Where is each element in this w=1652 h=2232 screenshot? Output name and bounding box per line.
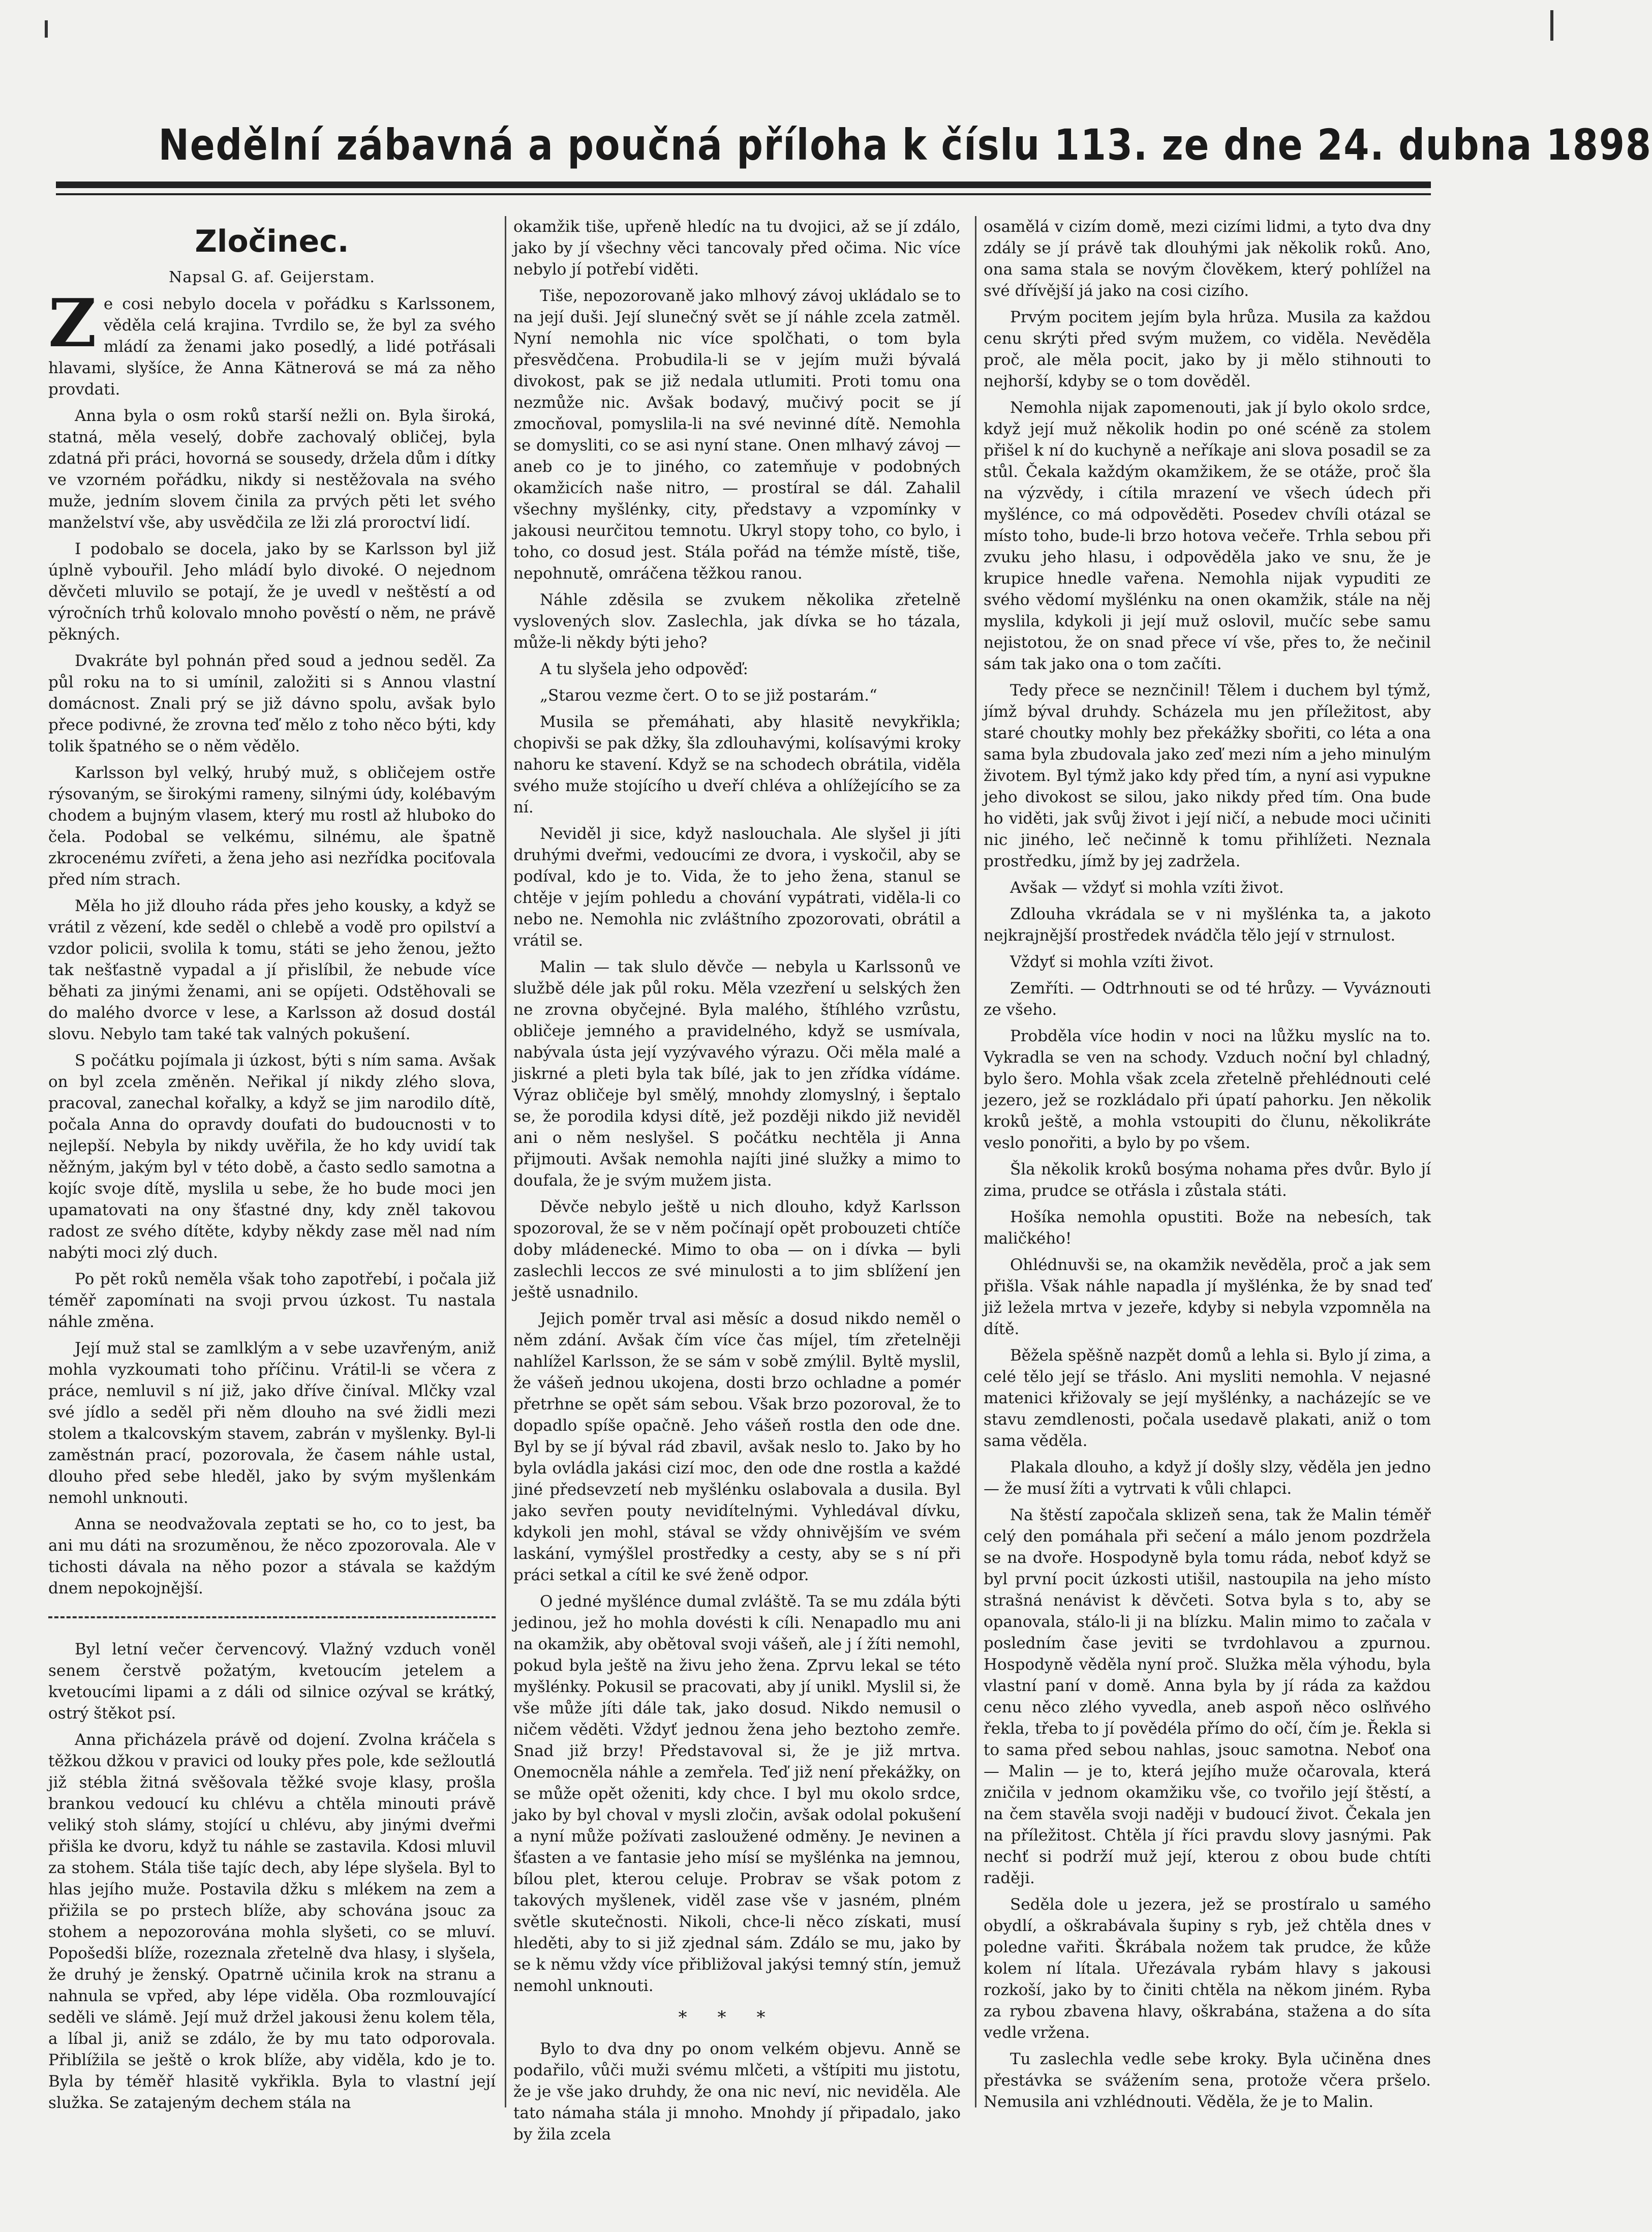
masthead-rule bbox=[56, 182, 1431, 188]
masthead bbox=[56, 114, 1652, 191]
scan-edge-mark bbox=[45, 20, 48, 38]
paragraph: Dvakráte byl pohnán před soud a jednou seděl. Za půl roku na to si umínil, založiti si s Annou vlastní domácnost. Znali prý se již dávno spolu, avšak bylo přece podivné, že zrovna teď mělo z toho něco býti, kdy tolik špatného se o něm vědělo. bbox=[48, 652, 496, 756]
masthead-rule-thin bbox=[56, 193, 1431, 195]
paragraph: Ohlédnuvši se, na okamžik nevěděla, proč a jak sem přišla. Však náhle napadla jí myšlénka, že by snad teď již ležela mrtva v jezeře, kdyby si nebyla vzpomněla na dítě. bbox=[984, 1256, 1431, 1338]
paragraph: Běžela spěšně nazpět domů a lehla si. Bylo jí zima, a celé tělo její se třáslo. Ani mysliti nemohla. V nejasné matenici křižovaly se její myšlénky, a nacházejíc se ve stavu zemdlenosti, počala usedavě plakati, aniž o tom sama věděla. bbox=[984, 1346, 1431, 1450]
paragraph: Anna se neodvažovala zeptati se ho, co to jest, ba ani mu dáti na srozuměnou, že něco zpozorovala. Ale v tichosti dávala na něho pozor a stávala se každým dnem nepokojnější. bbox=[48, 1515, 496, 1597]
paragraph: Tiše, nepozorovaně jako mlhový závoj ukládalo se to na její duši. Její slunečný svět se jí náhle zcela zatměl. Nyní nemohla nic více spolčhati, o tom byla přesvědčena. Probudila-li se v jejím muži bývalá divokost, pak se již nedala utlumiti. Proti tomu ona nezmůže nic. Avšak bodavý, mučivý pocit se jí zmocňoval, pomyslila-li na své nevinné dítě. Nemohla se domysliti, co se asi nyní stane. Onen mlhavý závoj — aneb co je to jiného, co zatemňuje v podobných okamžicích naše nitro, — prostíral se dál. Zahalil všechny myšlénky, city, představy a vzpomínky v jakousi neurčitou temnotu. Ukryl stopy toho, co bylo, i toho, co dosud jest. Stála pořád na témže místě, tiše, nepohnutě, omráčena těžkou ranou. bbox=[513, 287, 961, 583]
story-byline: Napsal G. af. Geijerstam. bbox=[169, 268, 375, 286]
paragraph: Byl letní večer červencový. Vlažný vzduch voněl senem čerstvě požatým, kvetoucím jetelem a kvetoucími lipami a z dáli od silnice ozýval se krátký, ostrý štěkot psí. bbox=[48, 1640, 496, 1723]
story-title: Zločinec. bbox=[195, 224, 349, 259]
paragraph: Seděla dole u jezera, jež se prostíralo u samého obydlí, a oškrabávala šupiny s ryb, jež chtěla dnes v poledne vařiti. Škrábala nožem tak prudce, že kůže kolem ní lítala. Uřezávala rybám hlavy s jakousi rozkoší, jako by to činiti chtěla na někom jiném. Ryba za rybou zbavena hlavy, oškrabána, stažena a do síta vedle vržena. bbox=[984, 1895, 1431, 2042]
paragraph: Karlsson byl velký, hrubý muž, s obličejem ostře rýsovaným, se širokými rameny, silnými údy, kolébavým chodem a bujným vlasem, který mu rostl až hluboko do čela. Podobal se velkému, silnému, ale špatně zkrocenému zvířeti, a žena jeho asi nezřídka pociťovala před ním strach. bbox=[48, 764, 496, 889]
paragraph: Hošíka nemohla opustiti. Bože na nebesích, tak maličkého! bbox=[984, 1208, 1431, 1248]
paragraph: Zemříti. — Odtrhnouti se od té hrůzy. — Vyváznouti ze všeho. bbox=[984, 979, 1431, 1019]
text-column-1 bbox=[48, 216, 496, 2128]
section-break-stars: *** bbox=[678, 2007, 796, 2028]
paragraph: Neviděl ji sice, když naslouchala. Ale slyšel ji jíti druhými dveřmi, vedoucími ze dvora, i vyskočil, aby se podíval, kdo je to. Vida, že to jeho žena, stanul se chtěje v jejím pohledu a chování vypátrati, viděla-li co nebo ne. Nemohla nic zvláštního zpozorovati, obrátil a vrátil se. bbox=[513, 825, 961, 950]
paragraph: Nemohla nijak zapomenouti, jak jí bylo okolo srdce, když její muž několik hodin po oné scéně za stolem přišel k ní do kuchyně a neříkaje ani slova posadil se za stůl. Čekala každým okamžikem, že se otáže, proč šla na výzvědy, i cítila mrazení ve všech údech při myšlénce, co má odpověděti. Posedev chvíli otázal se místo toho, bude-li brzo hotova večeře. Trhla sebou při zvuku jeho hlasu, i odpověděla jako ve snu, že je krupice hnedle vařena. Nemohla nijak vypuditi ze svého vědomí myšlénku na onen okamžik, stále na něj myslila, kdykoli ji její muž oslovil, mučíc sebe samu nejistotou, že on snad přece ví vše, přes to, že nečinil sám tak jako ona o tom začíti. bbox=[984, 399, 1431, 673]
paragraph: Plakala dlouho, a když jí došly slzy, věděla jen jedno — že musí žíti a vytrvati k vůli chlapci. bbox=[984, 1458, 1431, 1498]
paragraph: Bylo to dva dny po onom velkém objevu. Anně se podařilo, vůči muži svému mlčeti, a vštípiti mu jistotu, že je vše jako druhdy, že ona nic neví, nic neviděla. Ale tato námaha stála ji mnoho. Mnohdy jí připadalo, jako by žila zcela bbox=[513, 2040, 961, 2144]
scan-edge-mark bbox=[1550, 10, 1553, 41]
paragraph: Musila se přemáhati, aby hlasitě nevykřikla; chopivši se pak džky, šla zdlouhavými, kolísavými kroky nahoru ke stavení. Když se na schodech obrátila, viděla svého muže stojícího u dveří chléva a ohlížejícího se za ní. bbox=[513, 713, 961, 817]
paragraph: Děvče nebylo ještě u nich dlouho, když Karlsson spozoroval, že se v něm počínají opět probouzeti chtíče doby mládenecké. Mimo to oba — on i dívka — byli zaslechli leccos ze své minulosti a to jim sblížení jen ještě usnadnilo. bbox=[513, 1198, 961, 1302]
column-divider bbox=[975, 216, 976, 2107]
paragraph: e cosi nebylo docela v pořádku s Karlssonem, věděla celá krajina. Tvrdilo se, že byl za svého mládí za ženami jako posedlý, a lidé potřásali hlavami, slyšíce, že Anna Kätnerová se má za něho provdati. bbox=[48, 295, 496, 399]
text-column-2 bbox=[513, 216, 961, 2144]
paragraph: „Starou vezme čert. O to se již postarám.“ bbox=[540, 686, 877, 705]
paragraph: A tu slyšela jeho odpověď: bbox=[540, 660, 748, 678]
paragraph: Po pět roků neměla však toho zapotřebí, i počala již téměř zapomínati na svoji prvou úzkost. Tu nastala náhle změna. bbox=[48, 1270, 496, 1331]
paragraph: Jejich poměr trval asi měsíc a dosud nikdo neměl o něm zdání. Avšak čím více čas míjel, tím zřetelněji nahlížel Karlsson, že se sám v sobě zmýlil. Byltě myslil, že vášeň jednou ukojena, dosti brzo ochladne a pomér přetrhne se opět sám sebou. Však brzo pozoroval, že to dopadlo spíše opačně. Jeho vášeň rostla den ode dne. Byl by se jí býval rád zbavil, avšak neslo to. Jako by ho byla ovládla jakási cizí moc, den ode dne rostla a každé jiné předsevzetí neb myšlénku oslabovala a dusila. Byl jako sevřen pouty nevidítelnými. Vyhledával dívku, kdykoli jen mohl, stával se vždy ohnivějším ve svém laskání, vymýšlel prostředky a cesty, aby se s ní při práci setkal a cítil ke své ženě odpor. bbox=[513, 1310, 961, 1584]
section-divider bbox=[48, 1616, 496, 1618]
paragraph: Tedy přece se neznčinil! Tělem i duchem byl týmž, jímž býval druhdy. Scházela mu jen příležitost, aby staré choutky mohly bez překážky sbořiti, co léta a ona sama byla zbudovala jako zeď mezi ním a jeho minulým životem. Byl týmž jako kdy před tím, a nyní asi vypukne jeho divokost se silou, jako nikdy před tím. Ona bude ho viděti, jak svůj život i její ničí, a nebude moci učiniti nic jiného, leč nečinně k tomu přihlížeti. Neznala prostředku, jímž by jej zadržela. bbox=[984, 681, 1431, 870]
paragraph: Šla několik kroků bosýma nohama přes dvůr. Bylo jí zima, prudce se otřásla i zůstala státi. bbox=[984, 1160, 1431, 1200]
paragraph: Měla ho již dlouho ráda přes jeho kousky, a když se vrátil z vězení, kde seděl o chlebě a vodě pro opilství a vzdor policii, svolila k tomu, státi se jeho ženou, ježto tak nešťastně vypadal a jí přislíbil, že nebude více běhati za jinými ženami, ani se opíjeti. Odstěhovali se do malého dvorce v lese, a Karlsson až dosud dostál slovu. Nebylo tam také tak valných pokušení. bbox=[48, 897, 496, 1043]
paragraph: S počátku pojímala ji úzkost, býti s ním sama. Avšak on byl zcela změněn. Neřikal jí nikdy zlého slova, pracoval, zanechal kořalky, a když se jim narodilo dítě, počala Anna do opravdy doufati do budoucnosti v to nejlepší. Nebyla by nikdy uvěřila, že ho kdy uvidí tak něžným, jakým byl v této době, a často sedlo samotna a kojíc svoje dítě, myslila u sebe, že ho bude moci jen upamatovati na ony šťastné dny, kdy zněl takovou radost ze svého dítěte, kdyby někdy zase měl nad ním nabýti moci zlý duch. bbox=[48, 1051, 496, 1262]
paragraph: okamžik tiše, upřeně hledíc na tu dvojici, až se jí zdálo, jako by jí všechny věci tancovaly před očima. Nic více nebylo jí potřebí viděti. bbox=[513, 218, 961, 279]
paragraph: Náhle zděsila se zvukem několika zřetelně vyslovených slov. Zaslechla, jak dívka se ho tázala, může-li někdy býti jeho? bbox=[513, 591, 961, 652]
paragraph: Prvým pocitem jejím byla hrůza. Musila za každou cenu skrýti před svým mužem, co viděla. Nevěděla proč, ale měla pocit, jako by ji mělo stihnouti to nejhorší, kdyby se o tom dověděl. bbox=[984, 308, 1431, 390]
paragraph: Anna přicházela právě od dojení. Zvolna kráčela s těžkou džkou v pravici od louky přes pole, kde sežloutlá již stébla žitná svěšovala těžké svoje klasy, prošla brankou vedoucí ku chlévu a chtěla minouti právě veliký stoh slámy, stojící u chlévu, aby jinými dveřmi přišla ke dvoru, když tu náhle se zastavila. Kdosi mluvil za stohem. Stála tiše tajíc dech, aby lépe slyšela. Byl to hlas jejího muže. Postavila džku s mlékem na zem a přižila se po prstech blíže, aby schována jsouc za stohem a nepozorována mohla slyšeti, co se mluví. Popošedši blíže, rozeznala zřetelně dva hlasy, i slyšela, že druhý je ženský. Opatrně učinila krok na stranu a nahnula se vpřed, aby lépe viděla. Oba rozmlouvající seděli ve slámě. Její muž držel jakousi ženu kolem těla, a líbal ji, aniž se zdálo, že by mu tato odporovala. Přiblížila se ještě o krok blíže, aby viděla, kdo je to. Byla by téměř hlasitě vykřikla. Byla to vlastní její služka. Se zatajeným dechem stála na bbox=[48, 1731, 496, 2112]
masthead-title: Nedělní zábavná a poučná příloha k číslu 113. ze dne 24. dubna 1898 bbox=[158, 120, 1652, 170]
paragraph: Zdlouha vkrádala se v ni myšlénka ta, a jakoto nejkrajnější prostředek nvádčla tělo její v strnulost. bbox=[984, 905, 1431, 945]
paragraph: Vždyť si mohla vzíti život. bbox=[1010, 953, 1214, 971]
paragraph: Malin — tak slulo děvče — nebyla u Karlssonů ve službě déle jak půl roku. Měla vzezření u selských žen ne zrovna obyčejné. Byla malého, štíhlého vzrůstu, obličeje jemného a pravidelného, když se usmívala, nabývala ústa její vyzývavého výrazu. Oči měla malé a jiskrné a pleti byla tak bílé, jak to jen zřídka vídáme. Výraz obličeje byl smělý, mnohdy zlomyslný, i šeptalo se, že porodila kdysi dítě, jež později nikdo již neviděl ani o něm neslyšel. S počátku nechtěla ji Anna přijmouti. Avšak nemohla najíti jiné služky a mimo to doufala, že je svým mužem jista. bbox=[513, 958, 961, 1190]
drop-cap: Z bbox=[48, 284, 97, 362]
paragraph: Na štěstí započala sklizeň sena, tak že Malin téměř celý den pomáhala při sečení a málo jenom pozdržela se na dvoře. Hospodyně byla tomu ráda, neboť když se byl první pocit úzkosti utišil, nastoupila na jeho místo strašná nenávist k děvčeti. Sotva byla s to, aby se opanovala, stálo-li ji na blízku. Malin mimo to začala v posledním čase jeviti se tvrdohlavou a zpurnou. Hospodyně věděla nyní proč. Služka měla výhodu, byla vlastní paní v domě. Anna byla by jí ráda za každou cenu něco zlého vyvedla, aneb aspoň něco oslňvého řekla, třeba to jí povědéla přímo do očí, čím je. Řekla si to sama před sebou nahlas, jsouc samotna. Neboť ona — Malin — je to, která jejího muže očarovala, která zničila v jednom okamžiku vše, co tvořilo její štěstí, a na čem stavěla svoji naději v budoucí život. Čekala jen na příležitost. Chtěla jí říci pravdu slovy jasnými. Pak nechť si podrží muž její, kterou z obou bude chtíti raději. bbox=[984, 1506, 1431, 1887]
text-column-3 bbox=[984, 216, 1431, 2128]
paragraph: Její muž stal se zamlklým a v sebe uzavřeným, aniž mohla vyzkoumati toho příčinu. Vrátil-li se včera z práce, nemluvil s ní již, jako dříve činíval. Mlčky vzal své jídlo a seděl při něm dlouho na své židli mezi stolem a tkalcovským stavem, zabrán v myšlenky. Byl-li zaměstnán prací, pozorovala, že časem náhle ustal, dlouho před sebe hleděl, jako by svým myšlenkám nemohl unknouti. bbox=[48, 1339, 496, 1507]
paragraph: Tu zaslechla vedle sebe kroky. Byla učiněna dnes přestávka se svážením sena, protože včera pršelo. Nemusila ani vzhlédnouti. Věděla, že je to Malin. bbox=[984, 2050, 1431, 2111]
paragraph: I podobalo se docela, jako by se Karlsson byl již úplně vybouřil. Jeho mládí bylo divoké. O nejednom děvčeti mluvilo se potají, že je uvedl v neštěstí a od výročních trhů kolovalo mnoho pověstí o něm, ne právě pěkných. bbox=[48, 540, 496, 644]
column-divider bbox=[505, 216, 506, 2107]
paragraph: Probděla více hodin v noci na lůžku myslíc na to. Vykradla se ven na schody. Vzduch noční byl chladný, bylo šero. Mohla však zcela zřetelně přehlédnouti celé jezero, jež se rozkládalo při úpatí pahorku. Jen několik kroků ještě, a mohla vstoupiti do člunu, několikráte veslo ponořiti, a bylo by po všem. bbox=[984, 1027, 1431, 1152]
paragraph: Avšak — vždyť si mohla vzíti život. bbox=[1010, 879, 1284, 897]
paragraph: O jedné myšlénce dumal zvláště. Ta se mu zdála býti jedinou, jež ho mohla dovésti k cíli. Nenapadlo mu ani na okamžik, aby obětoval svoji vášeň, ale j í žíti nemohl, pokud byla ještě na živu jeho žena. Zprvu lekal se této myšlénky. Pokusil se pracovati, aby jí unikl. Myslil si, že vše může jíti dále tak, jako dosud. Nikdo nemusil o ničem věděti. Vždyť jednou žena jeho beztoho zemře. Snad již brzy! Představoval si, že je již mrtva. Onemocněla náhle a zemřela. Teď již není překážky, on se může opět oženiti, kdy chce. I byl mu okolo srdce, jako by byl choval v mysli zločin, avšak odolal pokušení a nyní může požívati zasloužené odměny. Je nevinen a šťasten a ve fantasie jeho mísí se myšlénka na jemnou, bílou plet, kterou celuje. Probrav se však potom z takových myšlenek, viděl zase vše v jasném, plném světle skutečnosti. Nikoli, chce-li něco získati, musí hleděti, aby to si již zjednal sám. Zdálo se mu, jako by se k němu vždy více přibližoval jakýsi temný stín, jemuž nemohl unknouti. bbox=[513, 1592, 961, 1995]
paragraph: Anna byla o osm roků starší nežli on. Byla široká, statná, měla veselý, dobře zachovalý obličej, byla zdatná při práci, hovorná se sousedy, držela dům i dítky ve vzorném pořádku, nikdy si nestěžovala na svého muže, jedním slovem činila za prvých pěti let svého manželství vše, aby usvědčila ze lži zlá proroctví lidí. bbox=[48, 407, 496, 532]
paragraph: osamělá v cizím domě, mezi cizími lidmi, a tyto dva dny zdály se jí právě tak dlouhými jak několik roků. Ano, ona sama stala se novým člověkem, který pohlížel na své dřívější já jako na cosi cizího. bbox=[984, 218, 1431, 300]
